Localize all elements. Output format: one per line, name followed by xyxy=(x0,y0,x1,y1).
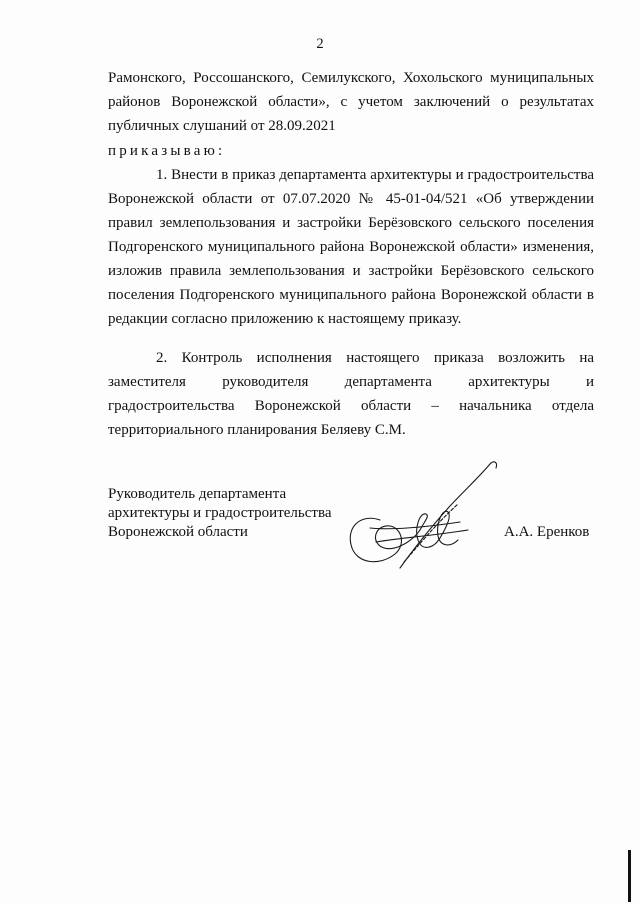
page-number: 2 xyxy=(316,36,324,52)
signatory-position xyxy=(108,485,331,542)
signatory-position-line-2: архитектуры и градостроительства xyxy=(108,505,332,521)
order-word: приказываю: xyxy=(108,143,226,159)
handwritten-signature xyxy=(340,458,510,578)
signatory-name: А.А. Еренков xyxy=(504,524,590,540)
scan-edge-mark xyxy=(628,850,631,902)
order-item-2: 2. Контроль исполнения настоящего приказа возложить на заместителя руководителя департамента архитектуры и градостроительства Воронежской области – начальника отдела территориального планирования Беляеву С.М. xyxy=(108,350,594,438)
intro-paragraph: Рамонского, Россошанского, Семилукского, Хохольского муниципальных районов Воронежской области», с учетом заключений о результатах публичных слушаний от 28.09.2021 xyxy=(108,70,594,134)
order-item-1: 1. Внести в приказ департамента архитектуры и градостроительства Воронежской области от 07.07.2020 № 45-01-04/521 «Об утверждении правил землепользования и застройки Берёзовского сельского поселения Подгоренского муниципального района Воронежской области» изменения, изложив правила землепользования и застройки Берёзовского сельского поселения Подгоренского муниципального района Воронежской области в редакции согласно приложению к настоящему приказу. xyxy=(108,167,594,327)
signatory-position-line-1: Руководитель департамента xyxy=(108,486,287,502)
signatory-position-line-3: Воронежской области xyxy=(108,524,248,540)
